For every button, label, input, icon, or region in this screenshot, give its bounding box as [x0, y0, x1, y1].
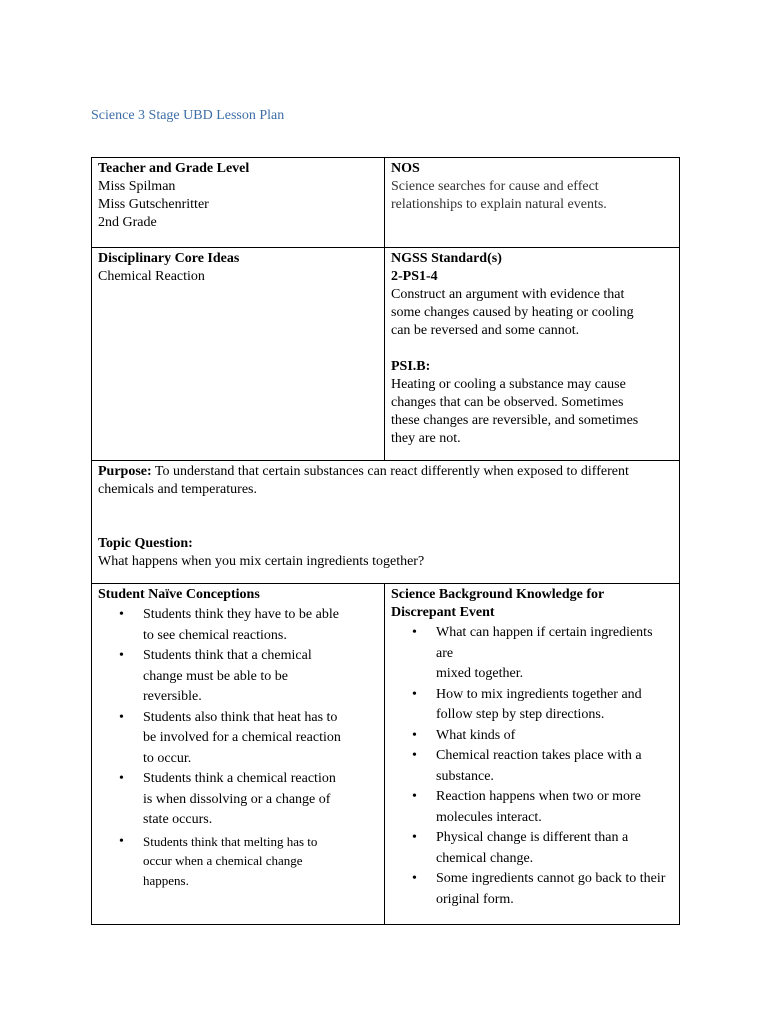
naive-conceptions-list: [98, 605, 378, 890]
ngss-text-2-line-3: these changes are reversible, and sometimes: [391, 413, 639, 428]
list-item: [143, 605, 378, 646]
list-item: [436, 685, 673, 726]
list-item-line: • Reaction happens when two or more: [436, 789, 641, 804]
ngss-text-1-line-1: Construct an argument with evidence that: [391, 287, 625, 302]
ngss-cell: [385, 248, 680, 461]
dci-heading: Disciplinary Core Ideas: [98, 251, 240, 266]
grade-level: 2nd Grade: [98, 215, 157, 230]
purpose-text-2: chemicals and temperatures.: [98, 482, 257, 497]
teacher-name-1: Miss Spilman: [98, 179, 176, 194]
spacer: [391, 340, 673, 358]
list-item-line: reversible.: [143, 689, 202, 704]
list-item-line: • Students think they have to be able: [143, 607, 339, 622]
purpose-line-1: [98, 463, 673, 481]
teacher-grade-heading: Teacher and Grade Level: [98, 161, 250, 176]
list-item-line: • Chemical reaction takes place with a: [436, 748, 642, 763]
list-item-line: happens.: [143, 872, 189, 888]
naive-conceptions-heading: Student Naïve Conceptions: [98, 587, 260, 602]
background-knowledge-cell: [385, 584, 680, 925]
list-item-line: • Students think a chemical reaction: [143, 771, 336, 786]
list-item: [143, 832, 378, 891]
list-item-line: • Students also think that heat has to: [143, 709, 338, 725]
list-item: [436, 828, 673, 869]
purpose-text-1: To understand that certain substances can react differently when exposed to different: [151, 464, 629, 479]
table-row: [92, 158, 680, 248]
nos-text-line-2: relationships to explain natural events.: [391, 197, 607, 212]
list-item-line: change must be able to be: [143, 668, 289, 684]
list-item: [143, 708, 378, 770]
list-item-line: be involved for a chemical reaction: [143, 730, 341, 745]
spacer: [98, 499, 673, 517]
list-item-line: mixed together.: [436, 666, 524, 681]
teacher-name-2: Miss Gutschenritter: [98, 197, 209, 212]
list-item-line: • Students think that a chemical: [143, 648, 312, 663]
dci-text: Chemical Reaction: [98, 269, 205, 284]
list-item-line: occur when a chemical change: [143, 853, 303, 868]
list-item-line: follow step by step directions.: [436, 707, 605, 722]
ngss-code-2: PSI.B:: [391, 359, 431, 374]
list-item-line: chemical change.: [436, 850, 534, 866]
document-title: Science 3 Stage UBD Lesson Plan: [91, 108, 285, 123]
background-knowledge-heading-1: Science Background Knowledge for: [391, 587, 605, 602]
list-item-line: to occur.: [143, 750, 192, 766]
dci-cell: [92, 248, 385, 461]
list-item: [436, 726, 673, 747]
ngss-text-2-line-4: they are not.: [391, 431, 461, 446]
topic-question-text: What happens when you mix certain ingredients together?: [98, 554, 425, 569]
table-row: [92, 461, 680, 584]
list-item-line: • What can happen if certain ingredients are: [436, 625, 653, 661]
list-item-line: molecules interact.: [436, 809, 542, 825]
ngss-text-2-line-1: Heating or cooling a substance may cause: [391, 377, 626, 392]
nos-text-line-1: Science searches for cause and effect: [391, 179, 599, 194]
list-item-line: • Some ingredients cannot go back to their: [436, 871, 666, 886]
topic-question-label: Topic Question:: [98, 536, 193, 551]
purpose-cell: [92, 461, 680, 584]
list-item: [436, 623, 673, 685]
table-row: [92, 584, 680, 925]
nos-cell: [385, 158, 680, 248]
background-knowledge-heading-2: Discrepant Event: [391, 605, 495, 620]
nos-heading: NOS: [391, 161, 420, 176]
list-item-line: • Students think that melting has to: [143, 833, 318, 849]
ngss-code-1: 2-PS1-4: [391, 269, 438, 284]
list-item: [436, 787, 673, 828]
list-item-line: • How to mix ingredients together and: [436, 686, 642, 702]
table-row: [92, 248, 680, 461]
ngss-text-1-line-3: can be reversed and some cannot.: [391, 323, 580, 338]
list-item-line: • Physical change is different than a: [436, 830, 629, 845]
ngss-heading: NGSS Standard(s): [391, 251, 502, 266]
list-item-line: is when dissolving or a change of: [143, 791, 331, 807]
teacher-grade-cell: [92, 158, 385, 248]
list-item: [143, 769, 378, 831]
list-item-line: • What kinds of: [436, 727, 516, 743]
purpose-label: Purpose:: [98, 464, 152, 479]
ngss-text-2-line-2: changes that can be observed. Sometimes: [391, 395, 624, 410]
list-item: [436, 746, 673, 787]
ngss-text-1-line-2: some changes caused by heating or cooling: [391, 305, 634, 320]
list-item: [436, 869, 673, 910]
list-item-line: original form.: [436, 891, 514, 907]
list-item-line: to see chemical reactions.: [143, 627, 287, 643]
spacer: [98, 517, 673, 535]
lesson-plan-table: [91, 157, 680, 925]
list-item-line: state occurs.: [143, 812, 213, 827]
naive-conceptions-cell: [92, 584, 385, 925]
list-item-line: substance.: [436, 768, 494, 784]
list-item: [143, 646, 378, 708]
background-knowledge-list: [391, 623, 673, 910]
